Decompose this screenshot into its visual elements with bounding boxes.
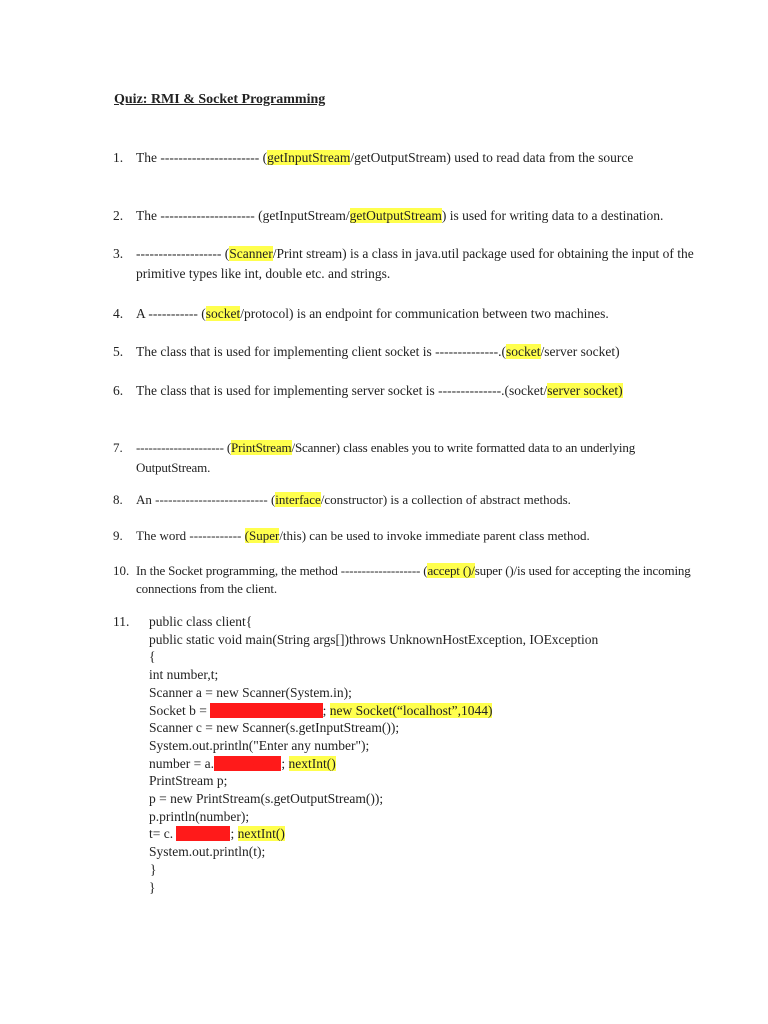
answer-highlight: socket <box>205 306 241 321</box>
answer-highlight: accept ()/ <box>427 563 475 578</box>
question-5: 5. The class that is used for implementing client socket is --------------.(socket/server socket) <box>113 342 703 362</box>
question-9: 9. The word ------------ (Super/this) can be used to invoke immediate parent class method. <box>113 526 703 546</box>
question-number: 8. <box>113 492 123 507</box>
code-line: System.out.println("Enter any number"); <box>149 737 370 753</box>
question-2: 2. The --------------------- (getInputStream/getOutputStream) is used for writing data to a destination. <box>113 206 703 226</box>
answer-highlight: server socket) <box>547 383 623 398</box>
answer-highlight: new Socket(“localhost”,1044) <box>329 702 493 718</box>
question-number: 1. <box>113 150 124 165</box>
question-7: 7. --------------------- (PrintStream/Scanner) class enables you to write formatted data to an underlying OutputStream. <box>113 440 636 475</box>
code-line: Scanner c = new Scanner(s.getInputStream()); <box>149 720 400 736</box>
question-11-code <box>149 613 598 896</box>
question-8: 8. An -------------------------- (interface/constructor) is a collection of abstract methods. <box>113 490 703 510</box>
answer-highlight: nextInt() <box>288 755 336 771</box>
code-line: Scanner a = new Scanner(System.in); <box>149 684 352 700</box>
answer-highlight: getOutputStream <box>349 208 442 223</box>
code-line: System.out.println(t); <box>149 844 266 860</box>
question-6: 6. The class that is used for implementing server socket is --------------.(socket/server socket) <box>113 381 703 401</box>
answer-highlight: (Super <box>244 528 280 543</box>
question-number: 10. <box>113 563 130 578</box>
answer-highlight: PrintStream <box>231 440 292 455</box>
question-1: 1. The ---------------------- (getInputStream/getOutputStream) used to read data from the source <box>113 148 703 168</box>
answer-highlight: interface <box>275 492 321 507</box>
code-line-number: number = a.---------------; nextInt() <box>149 755 336 771</box>
answer-highlight: nextInt() <box>237 826 285 842</box>
question-3: 3. ------------------- (Scanner/Print stream) is a class in java.util package used for obtaining the input of the primitive types like int, double etc. and strings. <box>113 246 694 281</box>
blank-redacted: --------------- <box>213 755 282 771</box>
code-line: int number,t; <box>149 667 219 683</box>
code-line-t: t= c. ------------; nextInt() <box>149 826 285 842</box>
blank-redacted: ------------ <box>176 826 231 842</box>
question-10: 10. In the Socket programming, the method ------------------- (accept ()/super ()/is used for accepting the incoming connections from the client. <box>113 563 691 596</box>
question-11-number: 11. <box>113 614 130 629</box>
code-line: { <box>149 649 156 665</box>
answer-highlight: socket <box>506 344 541 359</box>
question-4: 4. A ----------- (socket/protocol) is an endpoint for communication between two machines. <box>113 304 703 324</box>
code-line: public class client{ <box>149 614 253 629</box>
code-line: } <box>150 861 157 877</box>
blank-redacted: ------------------------- <box>210 702 323 718</box>
question-number: 9. <box>113 528 123 543</box>
page-title: Quiz: RMI & Socket Programming <box>114 92 326 107</box>
code-line: } <box>149 879 156 895</box>
code-line: p.println(number); <box>149 808 250 824</box>
code-line-socket: Socket b = -------------------------; new Socket(“localhost”,1044) <box>149 702 493 718</box>
code-line: p = new PrintStream(s.getOutputStream()); <box>149 791 384 807</box>
question-number: 7. <box>113 440 123 455</box>
code-line: public static void main(String args[])throws UnknownHostException, IOException <box>149 631 599 647</box>
question-number: 3. <box>113 246 124 261</box>
answer-highlight: Scanner <box>229 246 273 261</box>
question-number: 6. <box>113 383 124 398</box>
code-line: PrintStream p; <box>149 773 228 789</box>
question-number: 4. <box>113 306 124 321</box>
answer-highlight: getInputStream <box>267 150 351 165</box>
question-number: 2. <box>113 208 124 223</box>
question-number: 5. <box>113 344 124 359</box>
